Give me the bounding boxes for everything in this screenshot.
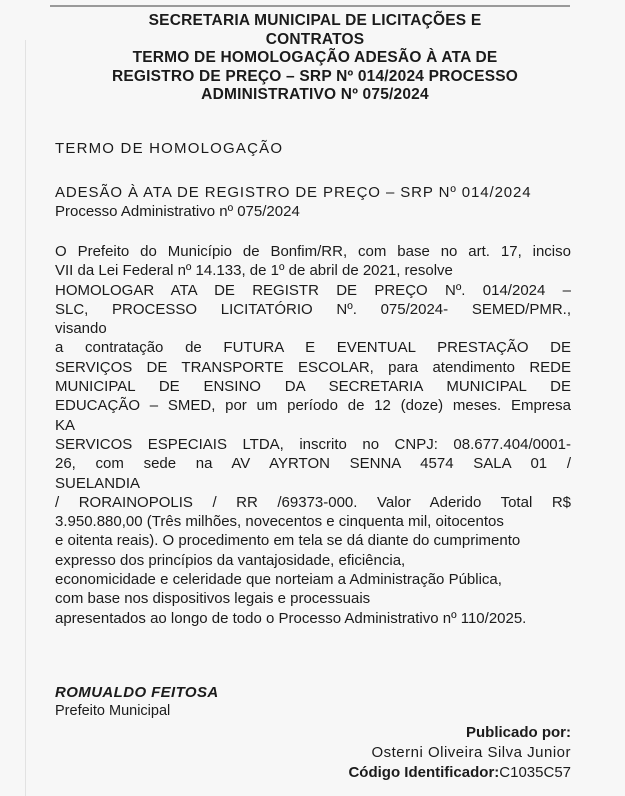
body-line: / RORAINOPOLIS / RR /69373-000. Valor Aderido Total R$ bbox=[55, 493, 571, 511]
body-line: apresentados ao longo de todo o Processo Administrativo nº 110/2025. bbox=[55, 609, 527, 627]
document-title: TERMO DE HOMOLOGAÇÃO bbox=[55, 140, 284, 157]
body-line: 3.950.880,00 (Três milhões, novecentos e cinquenta mil, oitocentos bbox=[55, 513, 504, 531]
body-line: expresso dos princípios da vantajosidade, eficiência, bbox=[55, 551, 406, 569]
left-margin-line bbox=[25, 40, 26, 796]
document-body bbox=[55, 242, 571, 628]
signatory-name: ROMUALDO FEITOSA bbox=[55, 684, 219, 701]
document-header bbox=[55, 12, 575, 105]
body-line: SLC, PROCESSO LICITATÓRIO Nº. 075/2024- SEMED/PMR., bbox=[55, 300, 571, 318]
identifier-code: C1035C57 bbox=[499, 764, 571, 781]
body-line: HOMOLOGAR ATA DE REGISTR DE PREÇO Nº. 014/2024 – bbox=[55, 281, 571, 299]
body-line: VII da Lei Federal nº 14.133, de 1º de abril de 2021, resolve bbox=[55, 262, 453, 280]
body-line: KA bbox=[55, 416, 76, 434]
top-divider bbox=[50, 5, 570, 7]
publication-info bbox=[348, 723, 571, 783]
body-line: 26, com sede na AV AYRTON SENNA 4574 SALA 01 / bbox=[55, 455, 571, 473]
identifier-label: Código Identificador: bbox=[348, 764, 500, 781]
adesao-section bbox=[55, 183, 571, 221]
header-line: REGISTRO DE PREÇO – SRP Nº 014/2024 PROCESSO bbox=[111, 67, 519, 85]
identifier-line bbox=[348, 763, 571, 783]
body-line: O Prefeito do Município de Bonfim/RR, com base no art. 17, inciso bbox=[55, 243, 571, 260]
body-line: SERVICOS ESPECIAIS LTDA, inscrito no CNPJ: 08.677.404/0001- bbox=[55, 435, 571, 453]
body-line: MUNICIPAL DE ENSINO DA SECRETARIA MUNICIPAL DE bbox=[55, 378, 571, 396]
published-by-label: Publicado por: bbox=[466, 724, 571, 741]
header-line: ADMINISTRATIVO Nº 075/2024 bbox=[201, 86, 429, 103]
body-line: com base nos dispositivos legais e processuais bbox=[55, 590, 371, 608]
adesao-line: ADESÃO À ATA DE REGISTRO DE PREÇO – SRP Nº 014/2024 bbox=[55, 184, 532, 201]
header-line: CONTRATOS bbox=[265, 30, 365, 48]
body-line: SERVIÇOS DE TRANSPORTE ESCOLAR, para atendimento REDE bbox=[55, 358, 571, 376]
body-line: visando bbox=[55, 320, 107, 338]
body-line: SUELANDIA bbox=[55, 474, 141, 492]
body-line: a contratação de FUTURA E EVENTUAL PRESTAÇÃO DE bbox=[55, 339, 571, 357]
header-line: SECRETARIA MUNICIPAL DE LICITAÇÕES E bbox=[148, 12, 482, 29]
body-line: economicidade e celeridade que norteiam a Administração Pública, bbox=[55, 571, 502, 589]
signature-block bbox=[55, 683, 571, 721]
signatory-role: Prefeito Municipal bbox=[55, 703, 171, 719]
body-line: e oitenta reais). O procedimento em tela se dá diante do cumprimento bbox=[55, 532, 521, 550]
header-line: TERMO DE HOMOLOGAÇÃO ADESÃO À ATA DE bbox=[132, 49, 498, 66]
publisher-name: Osterni Oliveira Silva Junior bbox=[371, 744, 571, 761]
body-line: EDUCAÇÃO – SMED, por um período de 12 (doze) meses. Empresa bbox=[55, 397, 571, 415]
process-number: Processo Administrativo nº 075/2024 bbox=[55, 203, 300, 220]
